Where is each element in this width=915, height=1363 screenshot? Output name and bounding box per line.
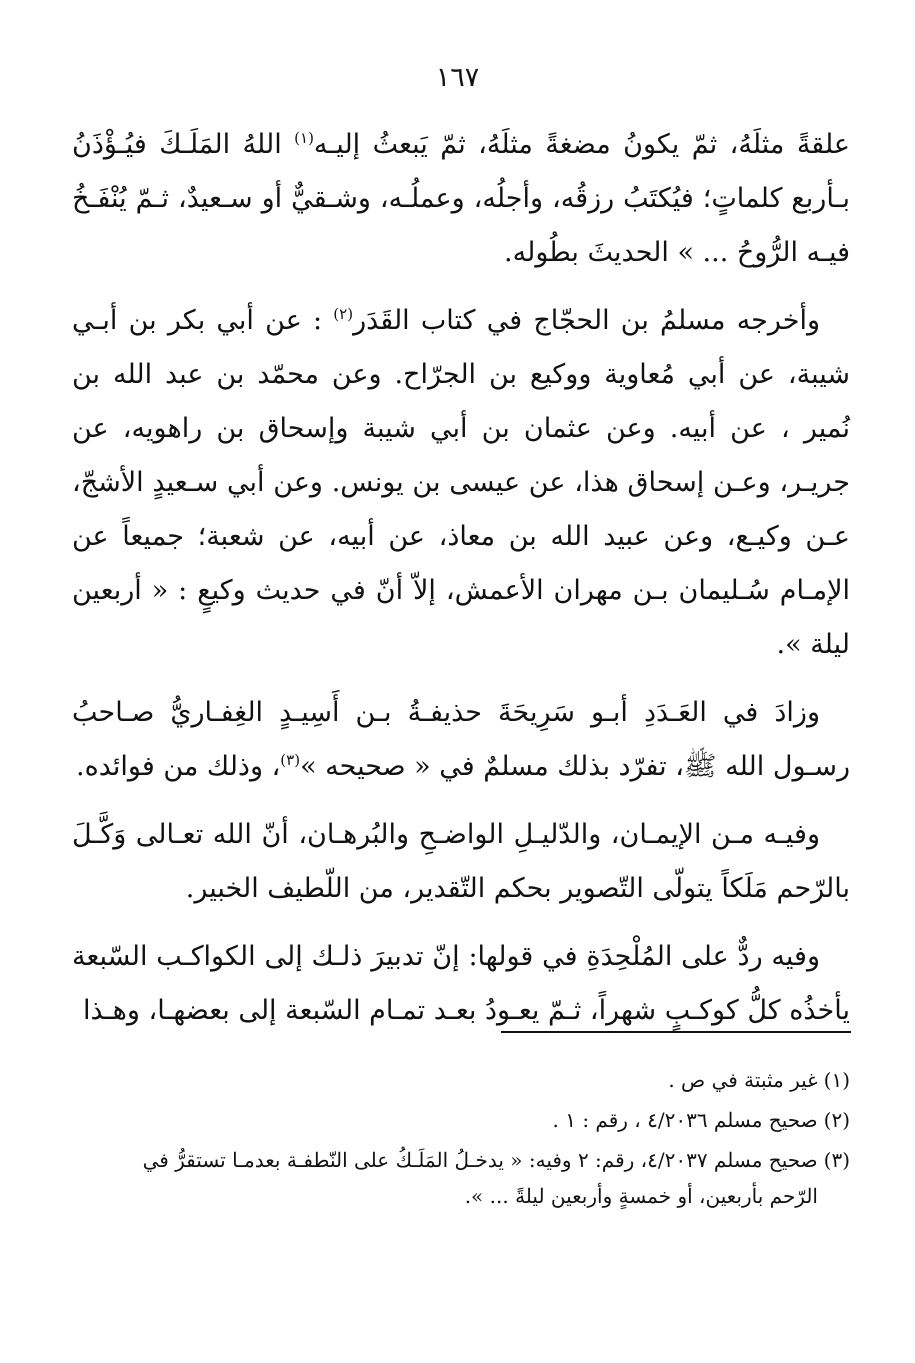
footnote-3-continuation: الرّحم بأربعين، أو خمسةٍ وأربعين ليلةً ... ». [464, 1184, 818, 1208]
footnotes [70, 1062, 850, 1218]
paragraph-1-rest: اللهُ المَلَـكَ فيُـؤْذَنُ بـأربع كلماتٍ؛ فيُكتَبُ رزقُه، وأجلُه، وعملُـه، وشـقيٌّ أو سـعيدٌ، ثـمّ يُنْفَـخُ فيـه الرُّوحُ ... » الحديثَ بطُوله. [72, 129, 850, 268]
footnote-3-text: صحيح مسلم ٤/٢٠٣٧، رقم: ٢ وفيه: « يدخـلُ المَلَـكُ على النّطفـة بعدمـا تستقرُّ في [142, 1148, 818, 1172]
footnote-2-text: صحيح مسلم ٤/٢٠٣٦ ، رقم : ١ . [552, 1108, 818, 1132]
footnote-ref-2: (٢) [333, 305, 354, 323]
paragraph-4-text: وفيـه مـن الإيمـان، والدّليـلِ الواضـحِ والبُرهـان، أنّ الله تعـالى وَكَّـلَ بالرّحم مَلَكاً يتولّى التّصوير بحكم التّقدير، من اللّطيف الخبير. [72, 819, 850, 904]
paragraph-3-text: وزادَ في العَـدَدِ أبـو سَرِيحَةَ حذيفـةُ بـن أَسِيـدٍ الغِفـاريُّ صـاحبُ رسـول الله ﷺ، تفرّد بذلك مسلمٌ في « صحيحه » [72, 697, 850, 782]
paragraph-3-rest: ، وذلك من فوائده. [75, 751, 281, 782]
footnote-1 [70, 1062, 850, 1098]
paragraph-3 [72, 686, 850, 794]
paragraph-4 [72, 808, 850, 916]
paragraph-5-text: وفيه ردٌّ على المُلْحِدَةِ في قولها: إنّ تدبيرَ ذلـك إلى الكواكـب السّبعة يأخذُه كلُّ كوكـبٍ شهراً، ثـمّ يعـودُ بعـد تمـام السّبعة إلى بعضهـا، وهـذا [72, 941, 850, 1026]
footnote-2 [70, 1102, 850, 1138]
footnote-2-number: (٢) [823, 1108, 850, 1132]
footnote-separator [501, 1031, 851, 1033]
paragraph-2 [72, 294, 850, 672]
footnote-ref-3: (٣) [280, 751, 301, 769]
paragraph-1-text: علقةً مثلَهُ، ثمّ يكونُ مضغةً مثلَهُ، ثمّ يَبعثُ إليـه [313, 129, 850, 160]
main-text [72, 118, 850, 1052]
footnote-1-number: (١) [823, 1068, 850, 1092]
page-number: ١٦٧ [435, 62, 480, 93]
footnote-3 [70, 1142, 850, 1214]
paragraph-2-text: وأخرجه مسلمُ بن الحجّاج في كتاب القَدَر [353, 305, 820, 336]
footnote-1-text: غير مثبتة في ص . [668, 1068, 818, 1092]
paragraph-2-rest: : عن أبي بكر بن أبـي شيبة، عن أبي مُعاوية ووكيع بن الجرّاح. وعن محمّد بن عبد الله بن نُمير ، عن أبيه. وعن عثمان بن أبي شيبة وإسحاق بن راهويه، عن جريـر، وعـن إسحاق هذا، عن عيسى بن يونس. وعن أبي سـعيدٍ الأشجّ، عـن وكيـع، وعن عبيد الله بن معاذ، عن أبيه، عن شعبة؛ جميعاً عن الإمـام سُـليمان بـن مهران الأعمش، إلاّ أنّ في حديث وكيعٍ : « أربعين ليلة ». [72, 305, 850, 660]
footnote-3-number: (٣) [823, 1148, 850, 1172]
paragraph-1 [72, 118, 850, 280]
paragraph-5 [72, 930, 850, 1038]
footnote-ref-1: (١) [294, 129, 314, 147]
